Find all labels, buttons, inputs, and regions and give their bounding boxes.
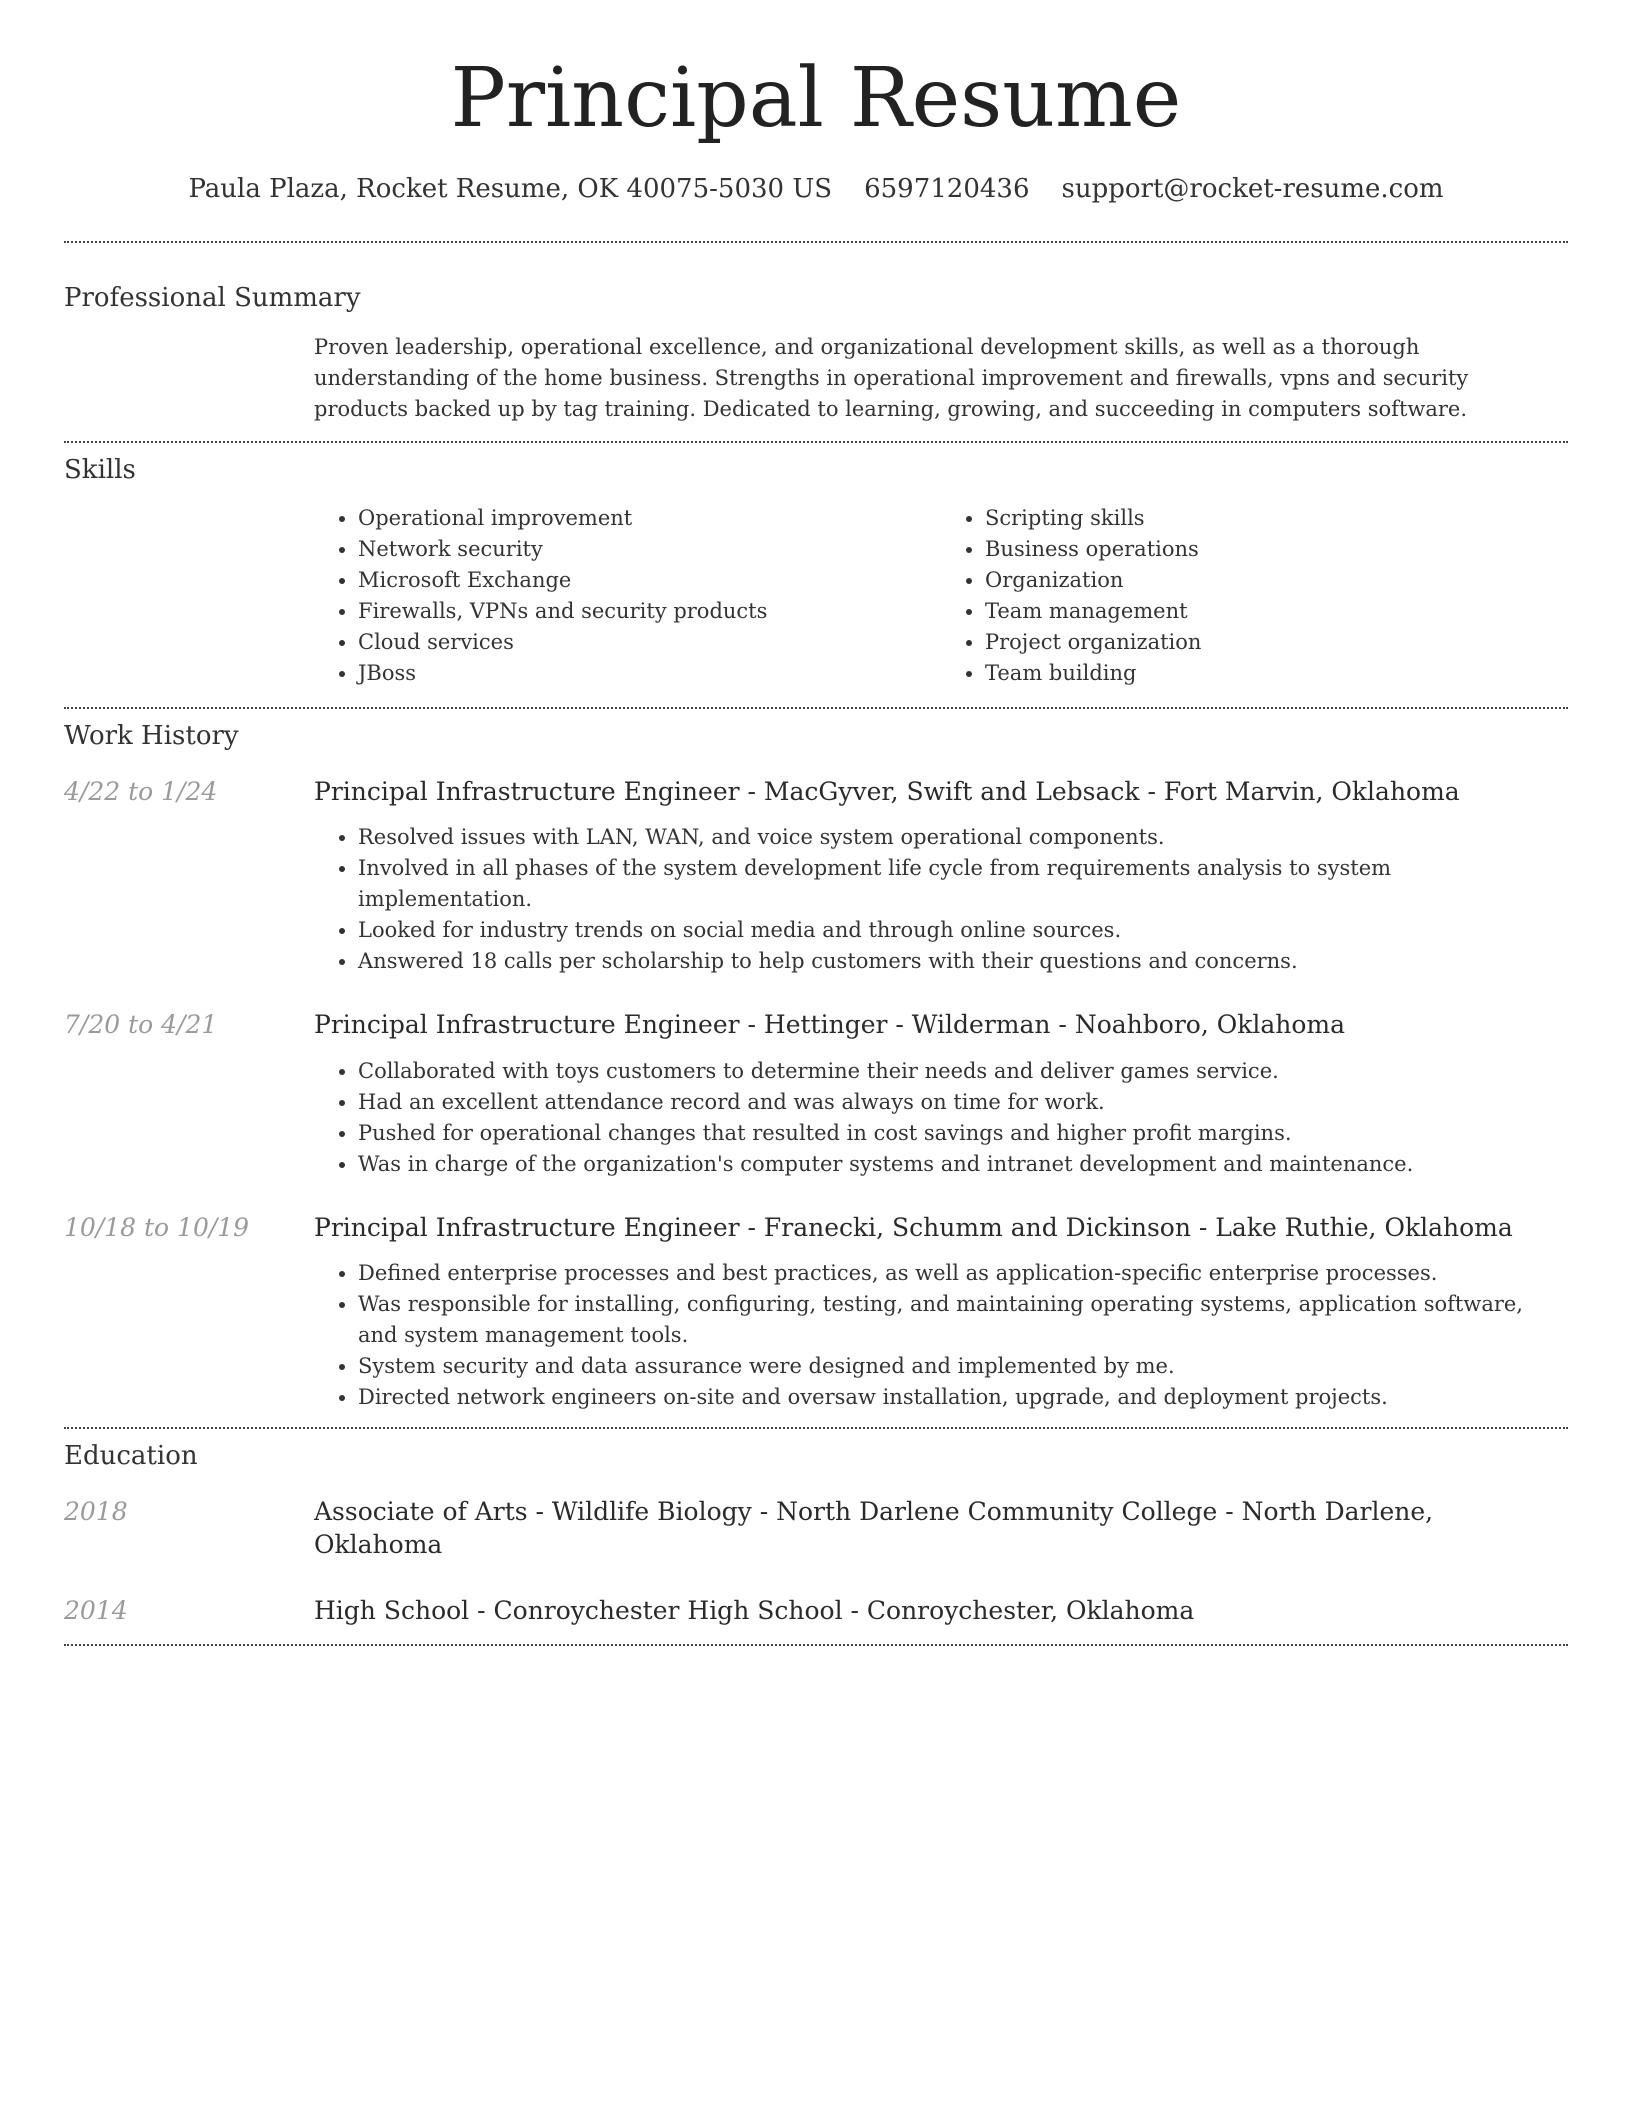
job-bullet: • Answered 18 calls per scholarship to help customers with their questions and concerns. [358, 946, 1568, 977]
skills-heading: Skills [64, 455, 136, 486]
job-bullet: • Had an excellent attendance record and was always on time for work. [358, 1087, 1568, 1118]
skills-spacer [64, 503, 314, 689]
job-bullet: • Pushed for operational changes that resulted in cost savings and higher profit margins. [358, 1118, 1568, 1149]
section-divider [64, 1427, 1568, 1429]
education-entry [64, 1595, 1568, 1628]
job-bullet: • Looked for industry trends on social media and through online sources. [358, 915, 1568, 946]
job-dates: 4/22 to 1/24 [64, 776, 218, 806]
education-year: 2014 [64, 1596, 128, 1626]
resume-title: Principal Resume [450, 51, 1182, 146]
education-entry [64, 1496, 1568, 1561]
education-year: 2018 [64, 1497, 128, 1527]
skill-item: • Project organization [985, 627, 1568, 658]
education-title: Associate of Arts - Wildlife Biology - North Darlene Community College - North Darlene, Oklahoma [314, 1497, 1434, 1559]
skills-body [314, 503, 1568, 689]
job-title: Principal Infrastructure Engineer - MacGyver, Swift and Lebsack - Fort Marvin, Oklahoma [314, 776, 1460, 806]
job-dates: 10/18 to 10/19 [64, 1212, 250, 1242]
skill-item: • Cloud services [358, 627, 941, 658]
education-body [314, 1595, 1568, 1628]
education-section [64, 1441, 1568, 1628]
summary-heading: Professional Summary [64, 283, 361, 314]
education-body [314, 1496, 1568, 1561]
skill-item: • Scripting skills [985, 503, 1568, 534]
summary-text: Proven leadership, operational excellence, and organizational development skills, as well as a thorough understanding of the home business. Strengths in operational improvement and firewalls, vpns and security products backed up by tag training. Dedicated to learning, growing, and succeeding in computers software. [314, 335, 1469, 422]
skills-section [64, 455, 1568, 688]
job-body [314, 1212, 1568, 1414]
section-divider [64, 707, 1568, 709]
skill-item: • Organization [985, 565, 1568, 596]
skills-list-left [314, 503, 941, 689]
education-heading: Education [64, 1441, 198, 1472]
education-title: High School - Conroychester High School - Conroychester, Oklahoma [314, 1596, 1195, 1626]
skills-list-right [941, 503, 1568, 689]
skill-item: • Microsoft Exchange [358, 565, 941, 596]
skill-item: • Team building [985, 658, 1568, 689]
job-bullets [314, 822, 1568, 977]
contact-phone: 6597120436 [864, 174, 1030, 204]
job-bullet: • Directed network engineers on-site and oversaw installation, upgrade, and deployment projects. [358, 1382, 1568, 1413]
skill-item: • Network security [358, 534, 941, 565]
job-bullets [314, 1056, 1568, 1180]
job-dates: 7/20 to 4/21 [64, 1010, 218, 1040]
job-entry [64, 1212, 1568, 1414]
summary-section [64, 283, 1568, 425]
job-bullet: • Defined enterprise processes and best practices, as well as application-specific enterprise processes. [358, 1258, 1568, 1289]
job-title: Principal Infrastructure Engineer - Hettinger - Wilderman - Noahboro, Oklahoma [314, 1010, 1346, 1040]
job-entry [64, 1009, 1568, 1180]
summary-spacer [64, 332, 314, 425]
skill-item: • Business operations [985, 534, 1568, 565]
skill-item: • Operational improvement [358, 503, 941, 534]
job-bullet: • Collaborated with toys customers to determine their needs and deliver games service. [358, 1056, 1568, 1087]
skills-row [64, 503, 1568, 689]
skill-item: • JBoss [358, 658, 941, 689]
job-bullet: • Resolved issues with LAN, WAN, and voice system operational components. [358, 822, 1568, 853]
section-divider [64, 1644, 1568, 1646]
section-divider [64, 241, 1568, 243]
contact-address: Paula Plaza, Rocket Resume, OK 40075-5030 US [188, 174, 833, 204]
work-heading: Work History [64, 720, 239, 751]
job-entry [64, 776, 1568, 978]
skill-item: • Firewalls, VPNs and security products [358, 596, 941, 627]
job-body [314, 1009, 1568, 1180]
resume-page [64, 0, 1568, 1646]
summary-row [64, 332, 1568, 425]
job-body [314, 776, 1568, 978]
job-bullet: • Was responsible for installing, configuring, testing, and maintaining operating systems, application software, and system management tools. [358, 1289, 1568, 1351]
job-bullet: • Was in charge of the organization's computer systems and intranet development and maintenance. [358, 1149, 1568, 1180]
skills-grid [314, 503, 1568, 689]
summary-body [314, 332, 1568, 425]
job-bullet: • Involved in all phases of the system development life cycle from requirements analysis to system implementation. [358, 853, 1568, 915]
contact-email: support@rocket-resume.com [1061, 174, 1444, 204]
contact-line [64, 174, 1568, 205]
skill-item: • Team management [985, 596, 1568, 627]
job-bullet: • System security and data assurance were designed and implemented by me. [358, 1351, 1568, 1382]
job-bullets [314, 1258, 1568, 1413]
section-divider [64, 441, 1568, 443]
work-section [64, 721, 1568, 1414]
job-title: Principal Infrastructure Engineer - Franecki, Schumm and Dickinson - Lake Ruthie, Oklahoma [314, 1212, 1513, 1242]
